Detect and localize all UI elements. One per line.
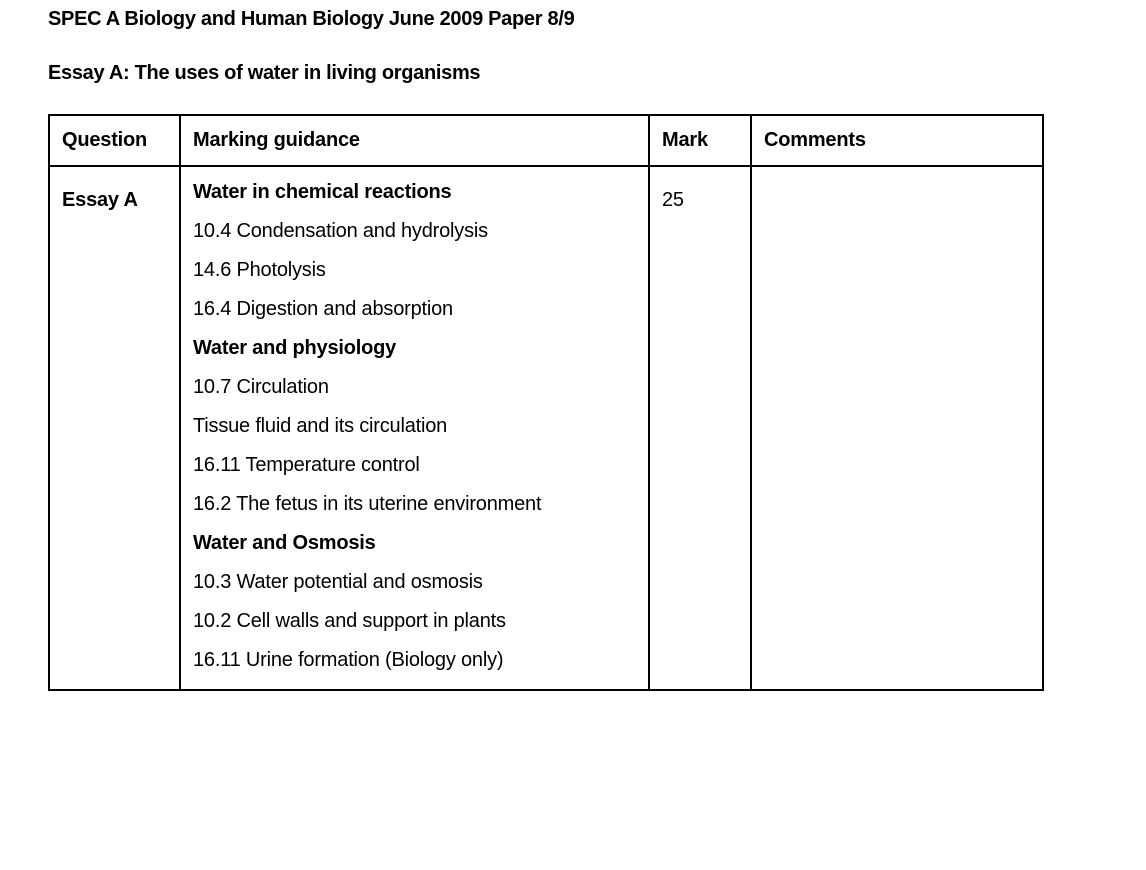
table-header-row <box>49 115 1043 166</box>
column-header-question: Question <box>49 115 180 166</box>
column-header-mark: Mark <box>649 115 751 166</box>
guidance-line: 10.2 Cell walls and support in plants <box>193 610 506 632</box>
guidance-line: 16.4 Digestion and absorption <box>193 298 453 320</box>
guidance-line: 16.2 The fetus in its uterine environment <box>193 493 542 515</box>
guidance-line: Tissue fluid and its circulation <box>193 415 448 437</box>
table-row <box>49 166 1043 690</box>
guidance-list <box>193 173 648 680</box>
guidance-line: 14.6 Photolysis <box>193 259 326 281</box>
column-header-marking-guidance: Marking guidance <box>180 115 649 166</box>
guidance-line: Water in chemical reactions <box>193 181 452 203</box>
document-title: SPEC A Biology and Human Biology June 2009 Paper 8/9 <box>48 8 575 30</box>
guidance-line: 16.11 Urine formation (Biology only) <box>193 649 504 671</box>
question-cell: Essay A <box>49 166 180 690</box>
guidance-line: Water and Osmosis <box>193 532 376 554</box>
mark-scheme-table <box>48 114 1044 691</box>
column-header-comments: Comments <box>751 115 1043 166</box>
essay-subtitle: Essay A: The uses of water in living organisms <box>48 62 481 84</box>
guidance-line: 10.7 Circulation <box>193 376 329 398</box>
mark-cell: 25 <box>649 166 751 690</box>
marking-guidance-cell <box>180 166 649 690</box>
guidance-line: 16.11 Temperature control <box>193 454 420 476</box>
guidance-line: 10.4 Condensation and hydrolysis <box>193 220 488 242</box>
guidance-line: Water and physiology <box>193 337 397 359</box>
comments-cell <box>751 166 1043 690</box>
guidance-line: 10.3 Water potential and osmosis <box>193 571 483 593</box>
